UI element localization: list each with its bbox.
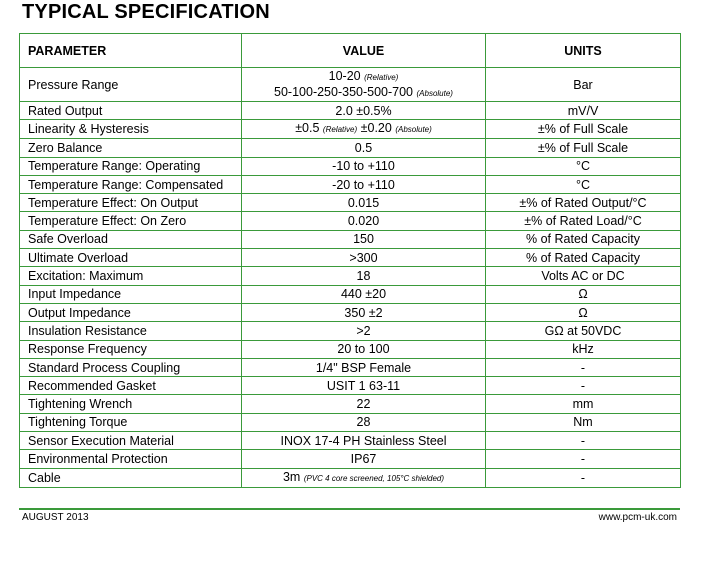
row-parameter: Excitation: Maximum (20, 267, 242, 285)
footer-website: www.pcm-uk.com (598, 512, 677, 523)
row-parameter: Response Frequency (20, 340, 242, 358)
row-units: ±% of Full Scale (486, 120, 681, 139)
row-units: - (486, 432, 681, 450)
value-note-b: (Absolute) (395, 125, 432, 135)
row-value: USIT 1 63-11 (242, 377, 486, 395)
table-row (20, 303, 681, 321)
row-value: -20 to +110 (242, 175, 486, 193)
row-value: 0.5 (242, 139, 486, 157)
row-parameter: Ultimate Overload (20, 249, 242, 267)
table-row (20, 413, 681, 431)
row-value: 22 (242, 395, 486, 413)
header-units: UNITS (486, 34, 681, 68)
row-parameter: Rated Output (20, 102, 242, 120)
table-row (20, 468, 681, 487)
row-parameter: Environmental Protection (20, 450, 242, 468)
row-units: - (486, 358, 681, 376)
row-units: kHz (486, 340, 681, 358)
footer-date: AUGUST 2013 (22, 512, 89, 523)
row-parameter: Tightening Wrench (20, 395, 242, 413)
value-note: (Relative) (364, 72, 399, 82)
row-value: IP67 (242, 450, 486, 468)
row-value: INOX 17-4 PH Stainless Steel (242, 432, 486, 450)
table-row (20, 432, 681, 450)
row-parameter: Recommended Gasket (20, 377, 242, 395)
page-title: TYPICAL SPECIFICATION (22, 1, 270, 23)
row-parameter: Safe Overload (20, 230, 242, 248)
row-parameter: Linearity & Hysteresis (20, 120, 242, 139)
header-parameter: PARAMETER (20, 34, 242, 68)
row-parameter: Temperature Range: Compensated (20, 175, 242, 193)
row-value: 0.020 (242, 212, 486, 230)
row-value: -10 to +110 (242, 157, 486, 175)
row-units: % of Rated Capacity (486, 230, 681, 248)
table-row (20, 377, 681, 395)
row-units: °C (486, 175, 681, 193)
table-row (20, 249, 681, 267)
row-units: - (486, 377, 681, 395)
row-parameter: Pressure Range (20, 68, 242, 102)
row-parameter: Output Impedance (20, 303, 242, 321)
table-row (20, 267, 681, 285)
table-row (20, 285, 681, 303)
row-units: mV/V (486, 102, 681, 120)
row-parameter: Insulation Resistance (20, 322, 242, 340)
row-parameter: Standard Process Coupling (20, 358, 242, 376)
value-line-2 (242, 85, 485, 101)
table-row (20, 340, 681, 358)
table-row (20, 358, 681, 376)
row-units: ±% of Rated Output/°C (486, 194, 681, 212)
row-units: - (486, 468, 681, 487)
row-parameter: Zero Balance (20, 139, 242, 157)
value-note: (PVC 4 core screened, 105°C shielded) (303, 473, 445, 483)
value-line-1 (242, 69, 485, 85)
row-units: Nm (486, 413, 681, 431)
table-row (20, 102, 681, 120)
table-row (20, 68, 681, 102)
table-row (20, 120, 681, 139)
value-text-2: 50-100-250-350-500-700 (274, 84, 414, 99)
table-header-row (20, 34, 681, 68)
table-row (20, 450, 681, 468)
row-units: Volts AC or DC (486, 267, 681, 285)
row-units: % of Rated Capacity (486, 249, 681, 267)
row-parameter: Tightening Torque (20, 413, 242, 431)
table-row (20, 175, 681, 193)
value-text-b: ±0.20 (360, 121, 392, 136)
value-note-2: (Absolute) (416, 88, 453, 98)
value-text: 3m (282, 469, 301, 484)
row-units: ±% of Full Scale (486, 139, 681, 157)
row-units: Ω (486, 285, 681, 303)
row-value: 18 (242, 267, 486, 285)
row-units: °C (486, 157, 681, 175)
table-row (20, 157, 681, 175)
table-row (20, 395, 681, 413)
row-value: >2 (242, 322, 486, 340)
specification-table (19, 33, 681, 488)
row-value: 350 ±2 (242, 303, 486, 321)
row-units: mm (486, 395, 681, 413)
row-value: 440 ±20 (242, 285, 486, 303)
table-row (20, 230, 681, 248)
row-parameter: Input Impedance (20, 285, 242, 303)
row-value: 150 (242, 230, 486, 248)
value-text: ±0.5 (295, 121, 320, 136)
row-parameter: Temperature Effect: On Output (20, 194, 242, 212)
row-parameter: Temperature Range: Operating (20, 157, 242, 175)
table-row (20, 212, 681, 230)
footer-divider (19, 508, 680, 510)
row-units: ±% of Rated Load/°C (486, 212, 681, 230)
row-units: Ω (486, 303, 681, 321)
row-units: GΩ at 50VDC (486, 322, 681, 340)
row-parameter: Sensor Execution Material (20, 432, 242, 450)
row-parameter: Temperature Effect: On Zero (20, 212, 242, 230)
row-value: >300 (242, 249, 486, 267)
row-value: 0.015 (242, 194, 486, 212)
row-units: - (486, 450, 681, 468)
table-row (20, 139, 681, 157)
row-value (242, 468, 486, 487)
row-value: 20 to 100 (242, 340, 486, 358)
row-parameter: Cable (20, 468, 242, 487)
table-row (20, 194, 681, 212)
row-value (242, 120, 486, 139)
value-note: (Relative) (322, 125, 358, 135)
value-text: 10-20 (328, 68, 361, 83)
header-value: VALUE (242, 34, 486, 68)
row-value: 28 (242, 413, 486, 431)
row-units: Bar (486, 68, 681, 102)
table-row (20, 322, 681, 340)
row-value: 1/4" BSP Female (242, 358, 486, 376)
row-value: 2.0 ±0.5% (242, 102, 486, 120)
row-value (242, 68, 486, 102)
